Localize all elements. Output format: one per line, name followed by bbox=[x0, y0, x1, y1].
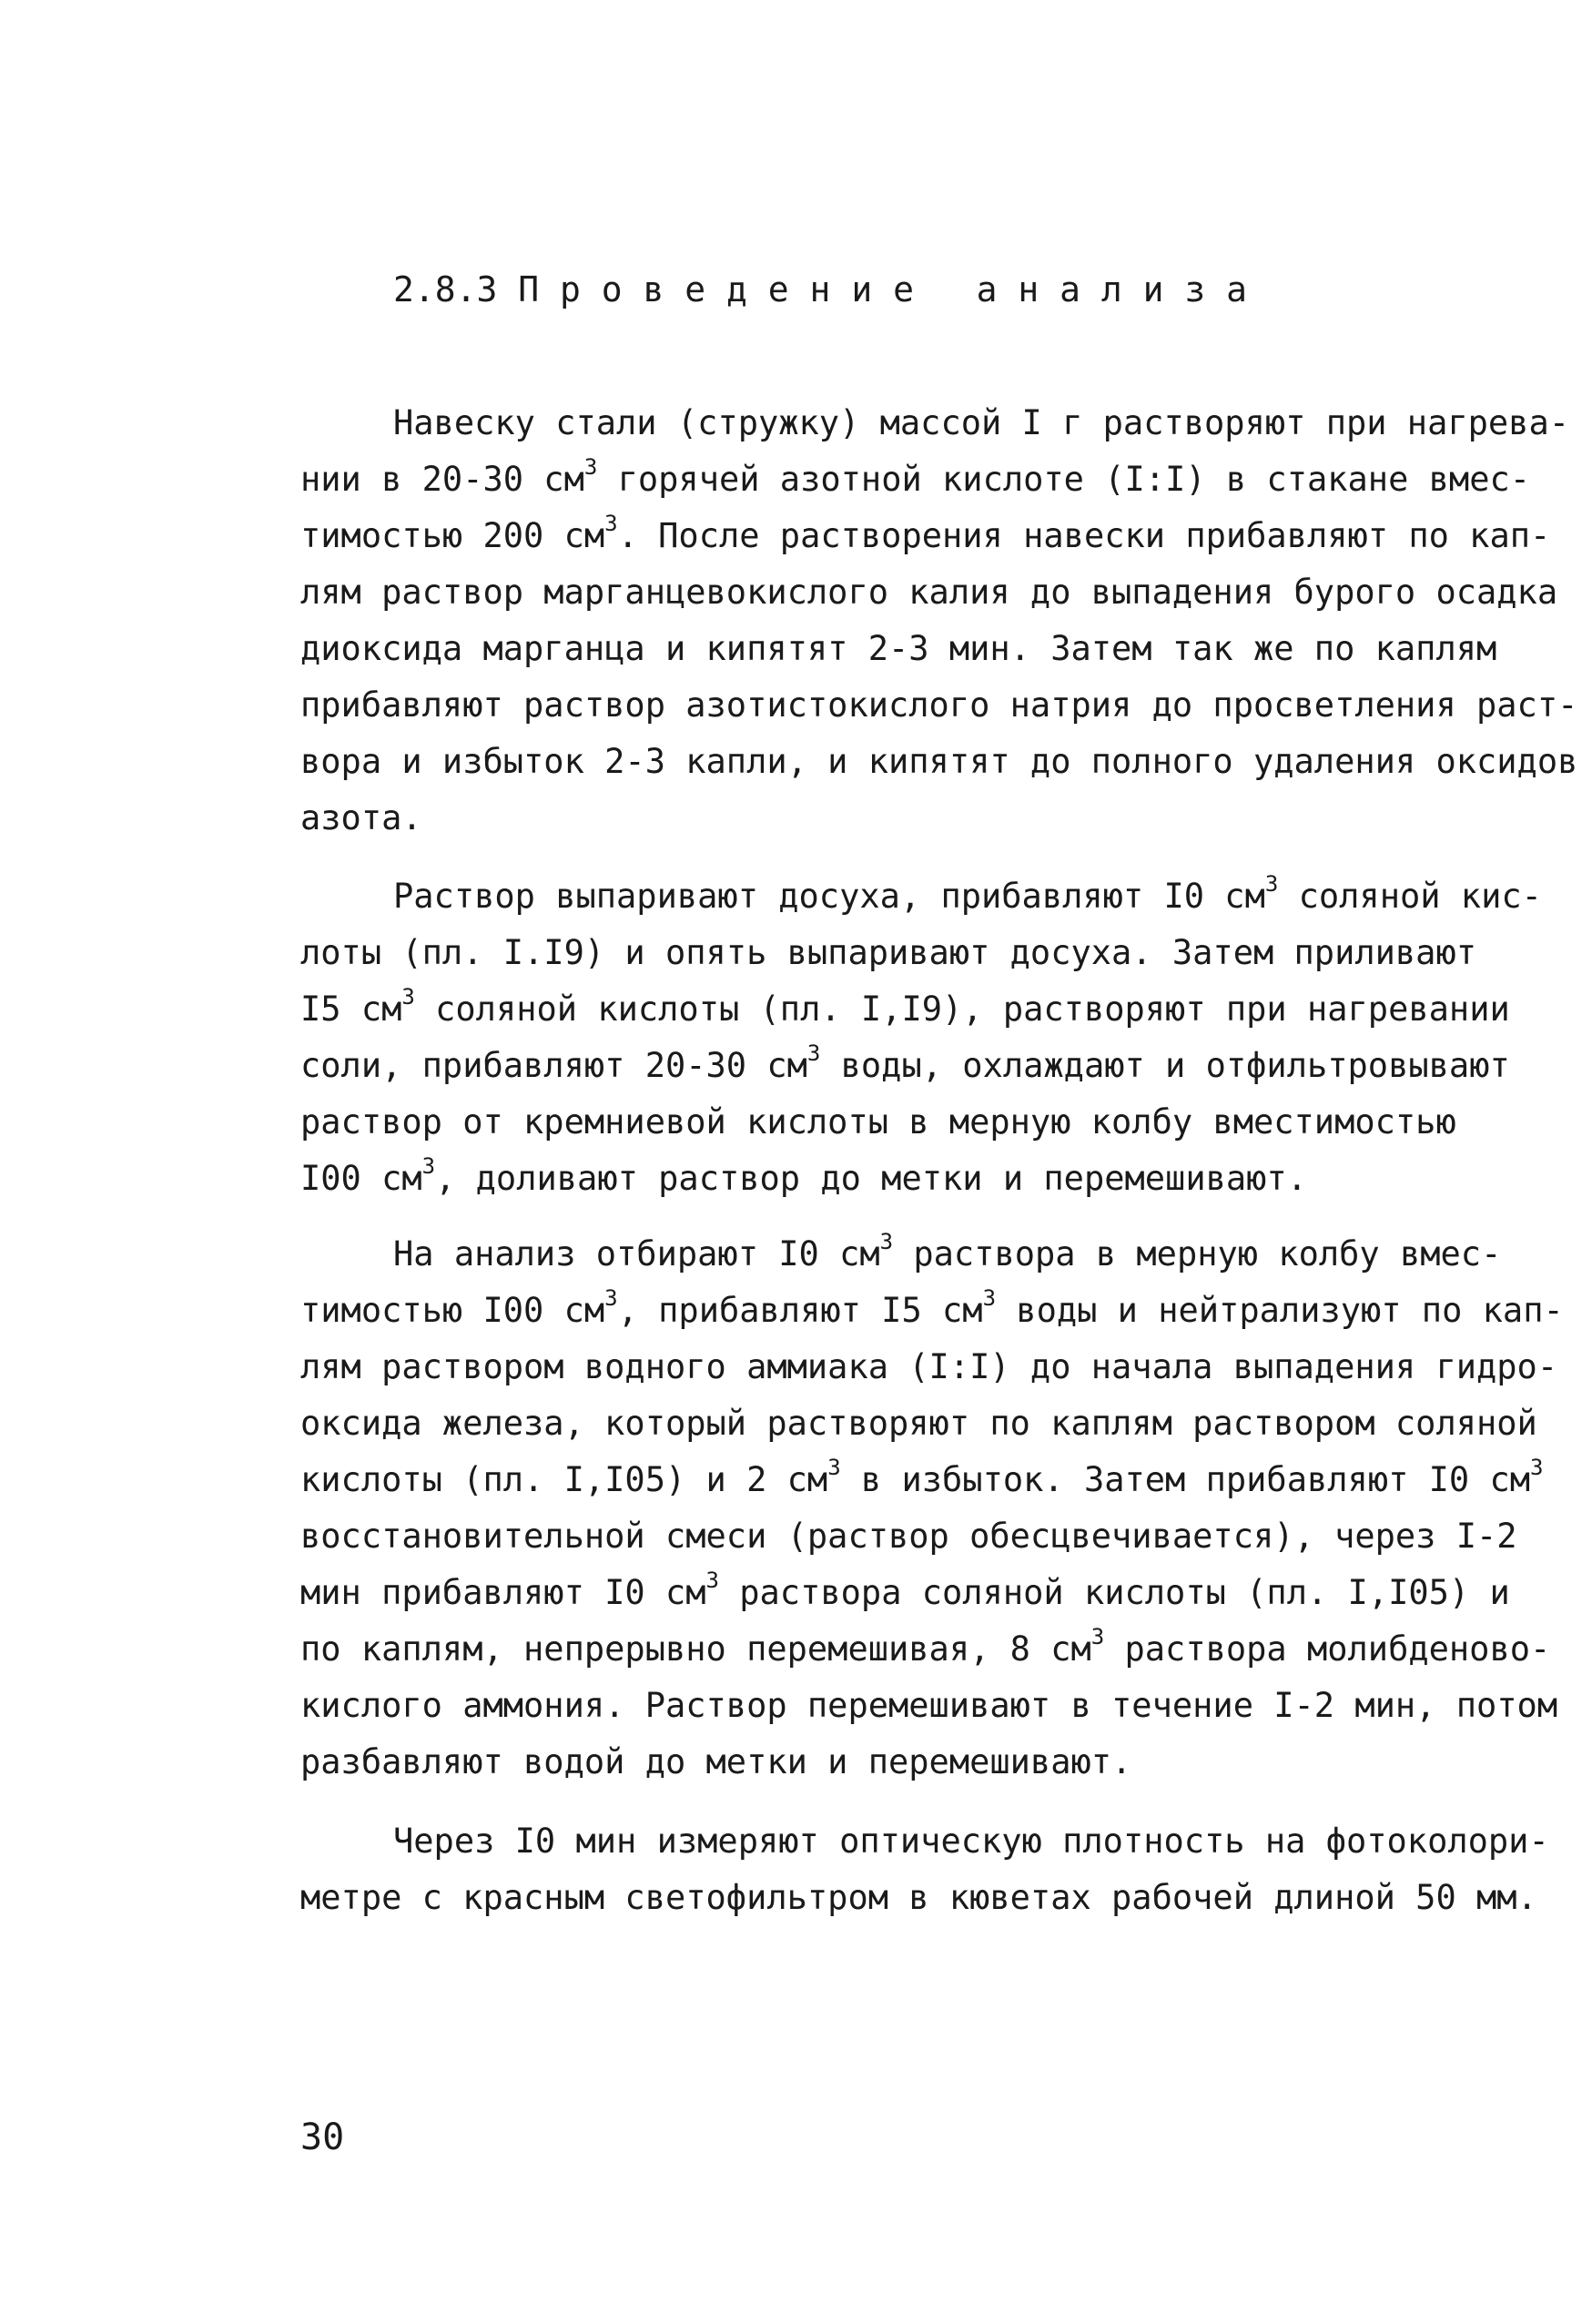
text-line: разбавляют водой до метки и перемешивают. bbox=[300, 1742, 1132, 1781]
text-line: лоты (пл. I.I9) и опять выпаривают досуха. Затем приливают bbox=[300, 933, 1477, 972]
text-line: раствор от кремниевой кислоты в мерную колбу вместимостью bbox=[300, 1102, 1456, 1142]
text-line: мин прибавляют I0 $см^3$ раствора соляной кислоты (пл. I,I05) и bbox=[300, 1568, 1510, 1612]
text-line: На анализ отбирают I0 $см^3$ раствора в мерную колбу вмес- bbox=[393, 1229, 1502, 1274]
text-line: по каплям, непрерывно перемешивая, 8 $см^3$ раствора молибденово- bbox=[300, 1624, 1551, 1669]
section-heading: 2.8.3 П р о в е д е н и е а н а л и з а bbox=[393, 269, 1247, 310]
text-line: метре с красным светофильтром в кюветах рабочей длиной 50 мм. bbox=[300, 1878, 1537, 1917]
text-line: нии в 20-30 $см^3$ горячей азотной кислоте (I:I) в стакане вмес- bbox=[300, 454, 1531, 499]
text-line: диоксида марганца и кипятят 2-3 мин. Затем так же по каплям bbox=[300, 629, 1497, 668]
text-line: кислоты (пл. I,I05) и 2 $см^3$ в избыток. Затем прибавляют I0 $см^3$ bbox=[300, 1455, 1544, 1499]
text-line: тимостью 200 $см^3$. После растворения навески прибавляют по кап- bbox=[300, 511, 1551, 555]
text-line: прибавляют раствор азотистокислого натрия до просветления раст- bbox=[300, 685, 1578, 725]
text-line: восстановительной смеси (раствор обесцвечивается), через I-2 bbox=[300, 1517, 1517, 1556]
text-line: Навеску стали (стружку) массой I г растворяют при нагрева- bbox=[393, 403, 1570, 442]
text-line: Раствор выпаривают досуха, прибавляют I0 $см^3$ соляной кис- bbox=[393, 871, 1542, 916]
text-line: I5 $см^3$ соляной кислоты (пл. I,I9), растворяют при нагревании bbox=[300, 984, 1510, 1029]
page-number: 30 bbox=[300, 2116, 345, 2158]
text-line: оксида железа, который растворяют по каплям раствором соляной bbox=[300, 1404, 1537, 1443]
text-line: азота. bbox=[300, 798, 422, 837]
text-line: Через I0 мин измеряют оптическую плотность на фотоколори- bbox=[393, 1822, 1549, 1861]
text-line: соли, прибавляют 20-30 $см^3$ воды, охлаждают и отфильтровывают bbox=[300, 1040, 1510, 1085]
text-line: тимостью I00 $см^3$, прибавляют I5 $см^3$ воды и нейтрализуют по кап- bbox=[300, 1285, 1564, 1330]
text-line: лям раствором водного аммиака (I:I) до начала выпадения гидро- bbox=[300, 1347, 1558, 1386]
text-line: вора и избыток 2-3 капли, и кипятят до полного удаления оксидов bbox=[300, 742, 1578, 781]
text-line: кислого аммония. Раствор перемешивают в течение I-2 мин, потом bbox=[300, 1686, 1558, 1725]
text-line: лям раствор марганцевокислого калия до выпадения бурого осадка bbox=[300, 573, 1558, 612]
text-line: I00 $см^3$, доливают раствор до метки и перемешивают. bbox=[300, 1153, 1307, 1198]
